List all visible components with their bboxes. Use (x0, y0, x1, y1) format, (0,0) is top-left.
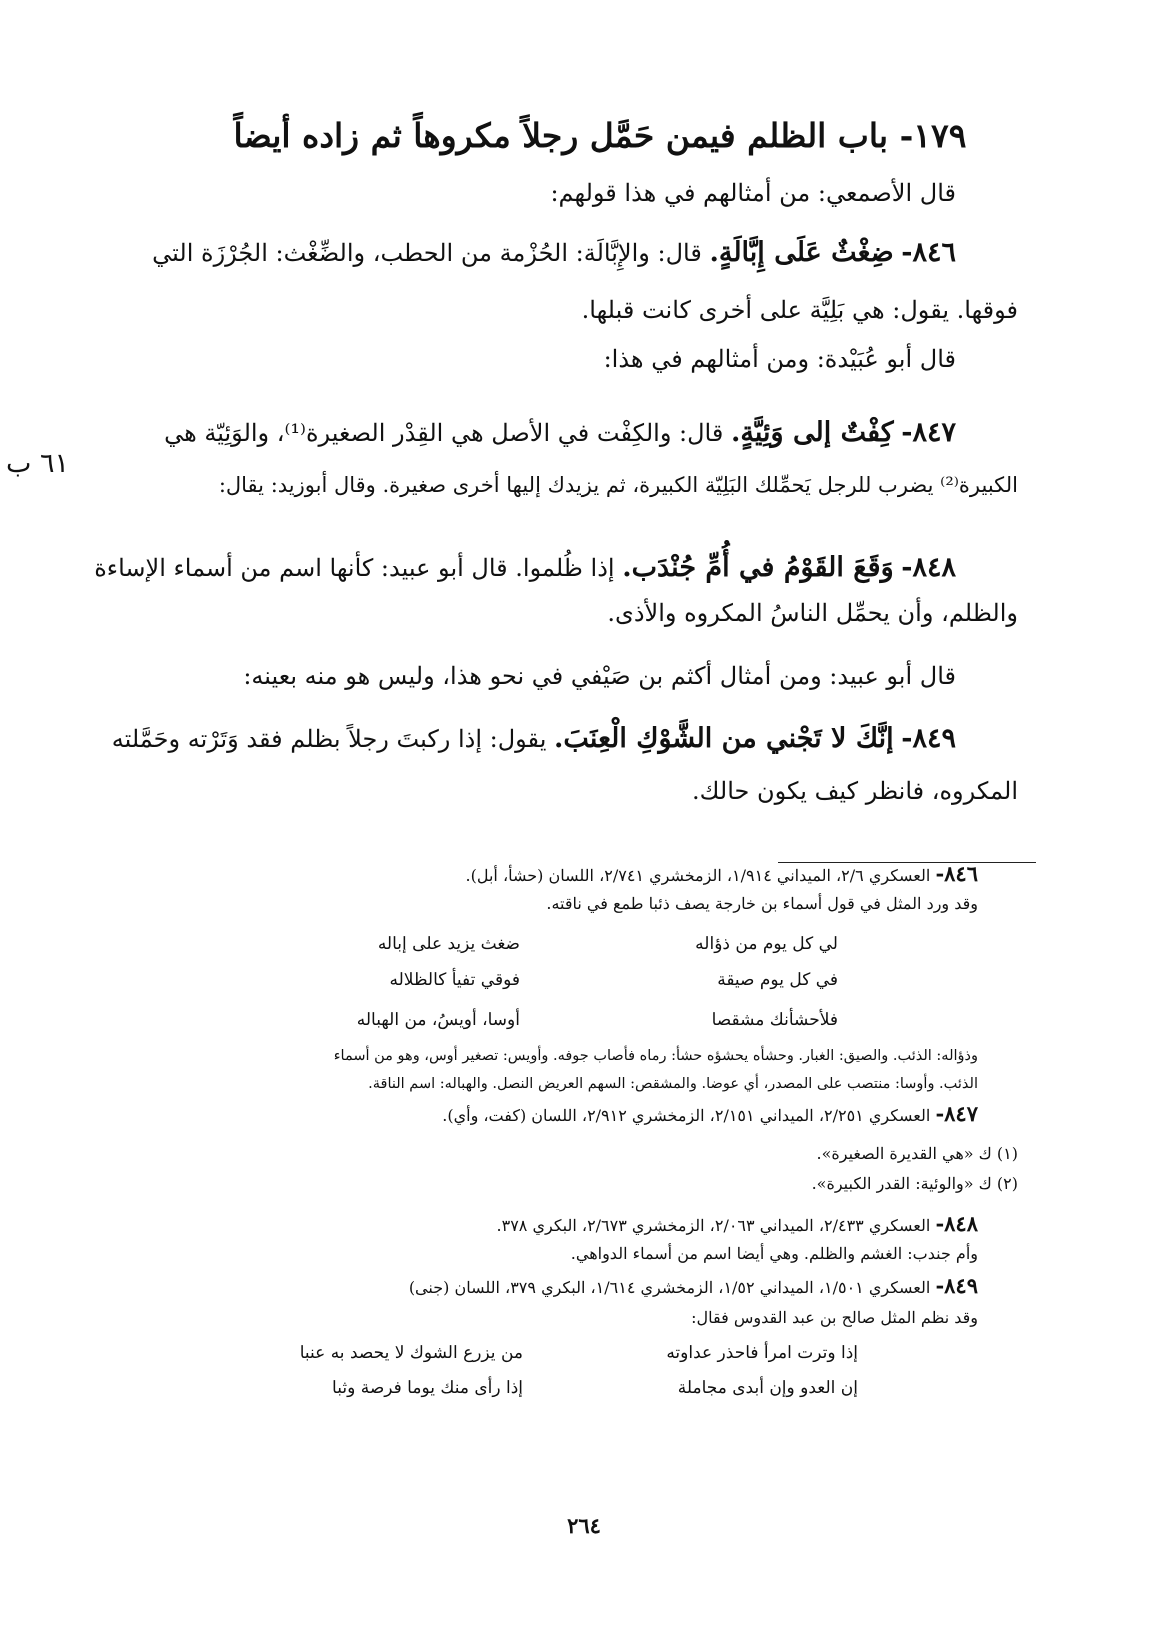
footnote-849-source-text: العسكري ١/٥٠١، الميداني ١/٥٢، الزمخشري ١/٦١٤، البكري ٣٧٩، اللسان (جنى) (408, 1278, 931, 1297)
proverb-848-number: ٨٤٨- (901, 552, 956, 583)
proverb-848-text: وَقَعَ القَوْمُ في أُمِّ جُنْدَب. (622, 552, 894, 583)
margin-folio-note: ٦١ ب (6, 448, 70, 479)
footnote-849-sources (78, 1272, 978, 1302)
footnote-848-note: وأم جندب: الغشم والظلم. وهي أيضا اسم من أسماء الدواهي. (570, 1244, 978, 1263)
proverb-848-line1 (94, 545, 956, 591)
proverb-846-number: ٨٤٦- (901, 237, 956, 268)
verse-849-1-right: إذا وترت امرأ فاحذر عداوته (666, 1343, 858, 1363)
proverb-849-explanation: يقول: إذا ركبتَ رجلاً بظلم فقد وَتَرْته وحَمَّلته (111, 725, 547, 753)
chapter-title: ١٧٩- باب الظلم فيمن حَمَّل رجلاً مكروهاً ثم زاده أيضاً (233, 116, 967, 155)
footnote-846-gloss-line1: وذؤاله: الذئب. والصيق: الغبار. وحشأه يحشؤه حشأ: رماه فأصاب جوفه. وأويس: تصغير أوس، وهو من أسماء (333, 1048, 978, 1064)
verse-849-2-left: إذا رأى منك يوما فرصة وثبا (332, 1378, 523, 1398)
intro-aktham: قال أبو عبيد: ومن أمثال أكثم بن صَيْفي في نحو هذا، وليس هو منه بعينه: (243, 662, 956, 690)
verse-849-1-left: من يزرع الشوك لا يحصد به عنبا (299, 1343, 523, 1363)
footnote-849-note: وقد نظم المثل صالح بن عبد القدوس فقال: (691, 1308, 978, 1327)
footnote-847-sources (78, 1100, 978, 1130)
intro-asmai: قال الأصمعي: من أمثالهم في هذا قولهم: (550, 179, 956, 207)
verse-846-2-right: في كل يوم صيقة (717, 970, 838, 990)
verse-849-2-right: إن العدو وإن أبدى مجاملة (677, 1378, 858, 1398)
intro-abu-ubayda: قال أبو عُبَيْدة: ومن أمثالهم في هذا: (603, 345, 956, 373)
proverb-847-line2: الكبيرة⁽²⁾ يضرب للرجل يَحمِّلك البَلِيّة الكبيرة، ثم يزيدك إليها أخرى صغيرة. وقال أبوزيد: يقال: (218, 473, 1018, 497)
proverb-848-explanation: إذا ظُلموا. قال أبو عبيد: كأنها اسم من أسماء الإساءة (94, 554, 615, 582)
proverb-847-text: كِفْتٌ إلى وَئِيَّةٍ. (730, 417, 894, 448)
proverb-847-line1 (156, 410, 956, 456)
proverb-848-line2: والظلم، وأن يحمِّل الناسُ المكروه والأذى. (607, 599, 1018, 627)
proverb-846-line2: فوقها. يقول: هي بَلِيَّة على أخرى كانت قبلها. (581, 296, 1018, 324)
footnote-846-source-text: العسكري ٢/٦، الميداني ١/٩١٤، الزمخشري ٢/٧٤١، اللسان (حشأ، أبل). (465, 866, 931, 885)
footnote-1: (١) ك «هي القديرة الصغيرة». (816, 1144, 1018, 1163)
proverb-846-explanation: قال: والإِبَّالَة: الحُزْمة من الحطب، والضِّغْث: الجُرْزَة التي (152, 239, 702, 267)
footnote-848-number: ٨٤٨- (935, 1211, 978, 1236)
proverb-846-line1 (152, 230, 956, 276)
footnote-846-number: ٨٤٦- (935, 861, 978, 886)
proverb-849-number: ٨٤٩- (901, 723, 956, 754)
footnote-2: (٢) ك «والوئية: القدر الكبيرة». (811, 1174, 1018, 1193)
proverb-849-line2: المكروه، فانظر كيف يكون حالك. (692, 777, 1018, 805)
proverb-847-explanation: قال: والكِفْت في الأصل هي القِدْر الصغيرة⁽¹⁾، والوَئِيّة هي (164, 419, 724, 447)
proverb-846-text: ضِغْثٌ عَلَى إِبَّالَةٍ. (709, 237, 894, 268)
footnote-848-source-text: العسكري ٢/٤٣٣، الميداني ٢/٠٦٣، الزمخشري ٢/٦٧٣، البكري ٣٧٨. (496, 1216, 931, 1235)
verse-846-1-left: ضغث يزيد على إباله (377, 934, 520, 954)
footnote-847-number: ٨٤٧- (935, 1101, 978, 1126)
footnote-846-gloss-line2: الذئب. وأوسا: منتصب على المصدر، أي عوضا. والمشقص: السهم العريض النصل. والهباله: اسم الناقة. (368, 1076, 978, 1092)
proverb-847-number: ٨٤٧- (901, 417, 956, 448)
footnote-846-sources (178, 860, 978, 890)
verse-846-2-left: فوقي تفيأ كالظلاله (389, 970, 520, 990)
footnote-847-source-text: العسكري ٢/٢٥١، الميداني ٢/١٥١، الزمخشري ٢/٩١٢، اللسان (كفت، وأي). (442, 1106, 931, 1125)
proverb-849-text: إنَّكَ لا تَجْني من الشَّوْكِ الْعِنَبَ. (554, 723, 894, 754)
verse-846-1-right: لي كل يوم من ذؤاله (695, 934, 838, 954)
verse-846-3-right: فلأحشأنك مشقصا (711, 1010, 838, 1030)
footnote-846-note: وقد ورد المثل في قول أسماء بن خارجة يصف ذئبا طمع في ناقته. (546, 894, 978, 913)
footnote-849-number: ٨٤٩- (935, 1273, 978, 1298)
footnote-848-sources (78, 1210, 978, 1240)
page-number: ٢٦٤ (567, 1513, 601, 1538)
proverb-849-line1 (111, 716, 956, 762)
verse-846-3-left: أوسا، أويسُ، من الهباله (356, 1010, 520, 1030)
